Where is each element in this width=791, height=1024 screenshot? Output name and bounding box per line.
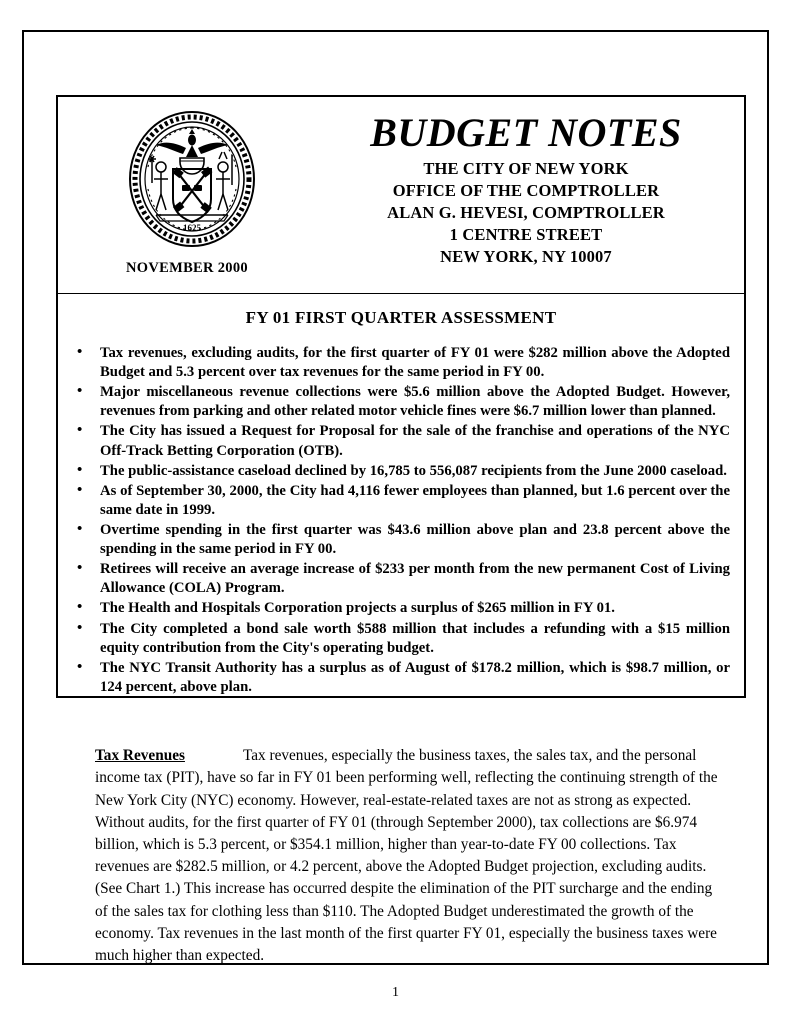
- list-item: • The Health and Hospitals Corporation projects a surplus of $265 million in FY 01.: [70, 599, 730, 618]
- tax-revenues-paragraph: [95, 745, 723, 967]
- highlights-list: [58, 344, 744, 697]
- section-heading: FY 01 FIRST QUARTER ASSESSMENT: [245, 308, 557, 327]
- publication-date: NOVEMBER 2000: [126, 260, 248, 276]
- paragraph-text: Tax revenues, especially the business taxes, the sales tax, and the personal income tax (PIT), have so far in FY 01 been performing well, reflecting the continuing strength of the New York City (NYC) economy. However, real-estate-related taxes are not as strong as expected. Without audits, for the first quarter of FY 01 (through September 2000), tax collections are $6.974 billion, which is 5.3 percent, or $354.1 million, higher than year-to-date FY 00 collections. Tax revenues are $282.5 million, or 4.2 percent, above the Adopted Budget projection, excluding audits. (See Chart 1.) This increase has occurred despite the elimination of the PIT surcharge and the ending of the sales tax for clothing less than $110. The Adopted Budget underestimated the growth of the economy. Tax revenues in the last month of the first quarter FY 01, especially the business taxes were much higher than expected.: [95, 747, 718, 964]
- address-line: 1 CENTRE STREET: [449, 225, 603, 244]
- list-item: • Tax revenues, excluding audits, for the first quarter of FY 01 were $282 million above the Adopted Budget and 5.3 percent over tax revenues for the same period in FY 00.: [70, 344, 730, 382]
- list-item: • Major miscellaneous revenue collections were $5.6 million above the Adopted Budget. However, revenues from parking and other related motor vehicle fines were $6.7 million lower than planned.: [70, 383, 730, 421]
- body-section: [95, 730, 723, 982]
- list-item: • Retirees will receive an average increase of $233 per month from the new permanent Cost of Living Allowance (COLA) Program.: [70, 560, 730, 598]
- address-line: NEW YORK, NY 10007: [440, 246, 612, 266]
- address-line: ALAN G. HEVESI, COMPTROLLER: [387, 203, 665, 223]
- page-title: BUDGET NOTES: [370, 110, 682, 155]
- assessment-panel: [56, 95, 746, 698]
- list-item: • The NYC Transit Authority has a surplus as of August of $178.2 million, which is $98.7 million, or 124 percent, above plan.: [70, 659, 730, 697]
- address-line: THE CITY OF NEW YORK: [423, 159, 629, 179]
- address-line: OFFICE OF THE COMPTROLLER: [392, 181, 660, 201]
- seal-year-label: · 1625 ·: [177, 223, 207, 233]
- list-item: • The City completed a bond sale worth $588 million that includes a refunding with a $15 million equity contribution from the City's operating budget.: [70, 620, 730, 658]
- list-item: • As of September 30, 2000, the City had 4,116 fewer employees than planned, but 1.6 percent over the same date in 1999.: [70, 482, 730, 520]
- list-item: • The City has issued a Request for Proposal for the sale of the franchise and operations of the NYC Off-Track Betting Corporation (OTB).: [70, 422, 730, 460]
- nyc-city-seal-icon: [126, 109, 258, 249]
- list-item: • The public-assistance caseload declined by 16,785 to 556,087 recipients from the June 2000 caseload.: [70, 462, 730, 481]
- document-masthead: [58, 97, 744, 294]
- organization-address: [308, 158, 744, 268]
- page-number: 1: [392, 985, 399, 1000]
- subsection-label: Tax Revenues: [95, 747, 185, 765]
- masthead-title-block: [308, 111, 744, 268]
- list-item: • Overtime spending in the first quarter was $43.6 million above plan and 23.8 percent above the spending in the same period in FY 00.: [70, 521, 730, 559]
